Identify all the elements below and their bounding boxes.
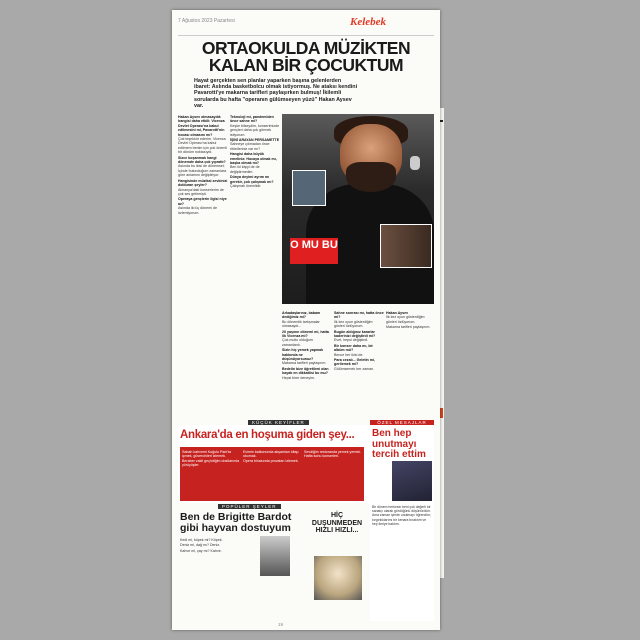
article-lede: Hayat gerçekten sen planlar yaparken başına gelenlerden ibaret: Aslında basketbolcu olmak istiyormuş. Ne ataksı kendini Pavarotti'ye makarna tarifleri paylaşırken bulmuş! İkilemli sorularda bu hafta "operanın gülümseyen yüzü" Hakan Aysev var.: [194, 78, 358, 109]
popular-list: [180, 538, 258, 614]
box-photo: [392, 461, 432, 501]
registration-marks: [302, 623, 322, 630]
article-column-4: Sahne sonrası mı, hatta önce mi? İlk kez oyun gösterdiğim günleri özlüyorum. Bugün aldığınız kararlar kaderinizi değiştirdi mi? Evet, hepsi değiştirdi. Bir konser daha mı, bir albüm mü? Bence her ikisi de. Para cezalı... Geletin mi, gerilemek mi? Gülümsemek her zaman.: [334, 311, 384, 371]
section-tag: KÜÇÜK KEYİFLER: [248, 420, 309, 425]
article-column-1: Hakan Aysev olmasaydık hangisi daha etkili: Vicenza Devlet Operası'na kabul edilmesini mi, Pavarotti'nin hocası olmasını mı? Çok teşekkür ederim. Vicenza Devlet Operası'na kabul edilmem benim için çok önemli bir dönüm noktasıydı. Sizce boşanmak hangi dönemde daha çok yıprattı? Aslında bu ikisi de dönemsel; İçinde bulunduğum zamanlara göre anlamını değiştiriyor. Hangisinde müzikal zevkinizi dolduran şeyler? Almanya'daki konserlerim de çok ses getirmişti. Operaya gençlerin ilgisi niye az? Aslında iki üç dönemi de özlemiyorum.: [178, 115, 228, 215]
special-messages-box: [370, 420, 434, 621]
quickfire-title: HİÇ DUŞUNMEDEN HIZLI HIZLI...: [311, 512, 363, 534]
list-item: Evimin balkonunda akşamları kitap okumak.: [243, 450, 299, 459]
list-item: Kedi mi, köpek mi? Köpek.: [180, 538, 223, 542]
singer-photo: [282, 114, 434, 304]
section-title: Ben de Brigitte Bardot gibi hayvan dostuyum: [180, 511, 292, 534]
page-number: 19: [278, 622, 284, 627]
section-tag: POPÜLER ŞEYLER: [218, 504, 281, 509]
inset-duo-photo: [380, 224, 432, 268]
page-header: [178, 14, 434, 36]
microphone-icon: [410, 156, 420, 170]
section-list: [180, 447, 364, 501]
issue-date: 7 Ağustos 2023 Pazartesi: [178, 18, 235, 24]
article-column-3: Arkadaşlarınız, babam dediğimiz mi? Bu dönemlik tartışmalar olmasaydı... 20 yaşının dönemi mi, hatta ilk Vicenza mi? Çok mutlu olduğum zamanlardı. Sizin hiç yemek yapmak hakkında ne düşünüyorsunuz? Makarna tarifleri paylaşırım. Bedelin bize öğretileni olan hayatı en dikkatlisi bu mu? Hepsi birer deneyim.: [282, 311, 329, 380]
list-item: Sevdiğim restoranda yemek yemek.: [304, 450, 362, 454]
newspaper-page: [172, 10, 440, 630]
section-logo: Kelebek: [350, 16, 387, 28]
bardot-photo: [314, 556, 362, 600]
section-tag: ÖZEL MESAJLAR: [370, 420, 434, 425]
list-item: Opera binasında provaları izlemek.: [243, 458, 299, 463]
section-title: Ankara'da en hoşuma giden şey...: [180, 429, 355, 441]
popular-things-section: [178, 504, 364, 618]
article-column-5: Hakan Aysev İlk kez oyun gösterdiğim günleri özlüyorum. Makarna tarifleri paylaşırım.: [386, 311, 431, 330]
box-text: Bir dönem herkesin beni çok değerli bir sanatçı olarak gördüğünü düşünürdüm. Ama zaman içinde unutmayı öğrendim; kırgınlıklarımı bir kenara bıraktım ve hep ileriye baktım.: [372, 505, 431, 526]
list-item: Hafta sonu konserleri.: [304, 454, 339, 459]
page-footer: [178, 622, 434, 628]
list-item: Beraber vakit geçirdiğim dostlarımla yürüyüşler.: [182, 458, 240, 468]
list-item: Deniz mi, dağ mı? Deniz.: [180, 543, 221, 548]
list-item: Kahve mi, çay mı? Kahve.: [180, 548, 222, 553]
article-column-2: Teknoloji mi, pandemiden önce sahne mi? Keşke bilseydim, konserimizde gençleri daha çok görmek istiyorum. İŞİNİ ARAYAN PERSAMETTE Sahneye çıkmadan önce ritüelleriniz var mı? Hangisi daha büyük emeliniz: Hocaya olmak mı, başka olmak mı? Ben iki kişiyi de de değiştirmedim. Dünya deyimi ayrım mı gerekir, çok çalışmak mı? Çalışmak önemlidir.: [230, 115, 280, 189]
box-title: Ben hep unutmayı tercih ettim: [372, 428, 426, 460]
o-mu-bu-badge: O MU BU: [290, 238, 338, 264]
list-item: Sabah kahvemi Kuğulu Park'ta içmek, güvercinleri izlemek.: [182, 450, 232, 459]
article-headline: ORTAOKULDA MÜZİKTEN KALAN BİR ÇOCUKTUM: [201, 38, 411, 75]
inline-photo: [260, 536, 290, 576]
inset-portrait: [292, 170, 326, 206]
